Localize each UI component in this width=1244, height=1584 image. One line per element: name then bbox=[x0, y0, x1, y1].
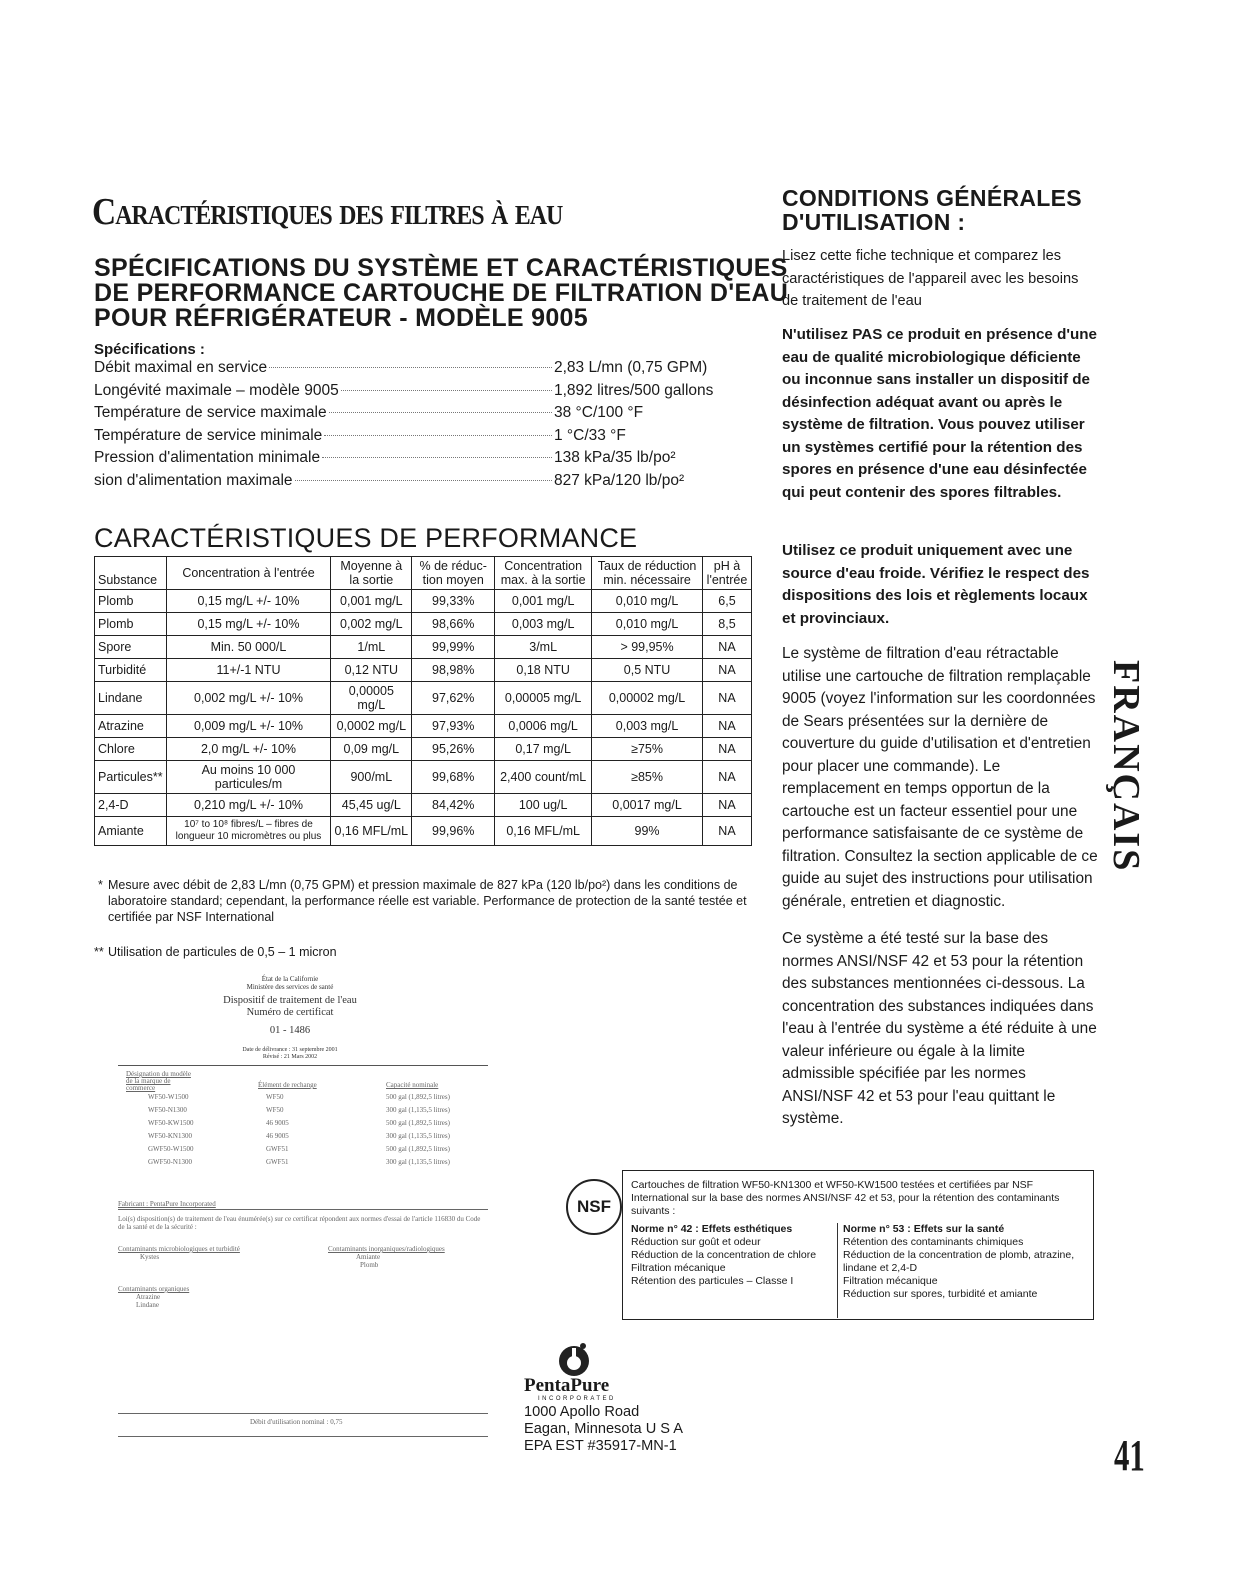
cert-flow-rate: Débit d'utilisation nominal : 0,75 bbox=[250, 1418, 343, 1426]
cert-item: Plomb bbox=[360, 1261, 379, 1269]
table-cell: 99% bbox=[592, 817, 703, 846]
table-cell: 8,5 bbox=[702, 613, 751, 636]
cert-model-cell: GWF51 bbox=[266, 1158, 289, 1166]
pentapure-logo-icon bbox=[554, 1340, 594, 1380]
table-cell: 0,001 mg/L bbox=[495, 590, 592, 613]
table-cell: Min. 50 000/L bbox=[166, 636, 331, 659]
cert-model-cell: 500 gal (1,892,5 litres) bbox=[386, 1119, 450, 1127]
cert-model-cell: 500 gal (1,892,5 litres) bbox=[386, 1093, 450, 1101]
spec-label: Température de service minimale bbox=[94, 426, 323, 444]
cert-item: Lindane bbox=[136, 1301, 159, 1309]
spec-label: sion d'alimentation maximale bbox=[94, 471, 293, 489]
pentapure-address bbox=[524, 1404, 683, 1455]
cert-model-row bbox=[118, 1119, 488, 1132]
table-cell: 10⁷ to 10⁸ fibres/L – fibres de longueur 10 micromètres ou plus bbox=[166, 817, 331, 846]
table-cell: ≥75% bbox=[592, 738, 703, 761]
table-cell: 100 ug/L bbox=[495, 794, 592, 817]
nsf-item: Réduction de la concentration de chlore bbox=[631, 1249, 817, 1261]
performance-table bbox=[94, 556, 752, 846]
nsf-item: Filtration mécanique bbox=[631, 1262, 726, 1274]
divider bbox=[118, 1065, 488, 1066]
spec-row bbox=[94, 359, 714, 382]
table-cell: NA bbox=[702, 636, 751, 659]
cert-heading: Contaminants organiques bbox=[118, 1285, 190, 1293]
divider bbox=[118, 1209, 488, 1210]
table-cell: 97,93% bbox=[412, 715, 495, 738]
pentapure-sub: INCORPORATED bbox=[538, 1396, 616, 1402]
cert-item: Atrazine bbox=[136, 1293, 161, 1301]
table-cell: Lindane bbox=[95, 682, 167, 715]
nsf-item: Rétention des contaminants chimiques bbox=[843, 1236, 1024, 1248]
table-cell: 0,12 NTU bbox=[331, 659, 412, 682]
table-cell: 0,09 mg/L bbox=[331, 738, 412, 761]
spec-value: 138 kPa/35 lb/po² bbox=[554, 449, 676, 466]
table-cell: Chlore bbox=[95, 738, 167, 761]
spec-label: Débit maximal en service bbox=[94, 359, 268, 376]
table-cell: 0,15 mg/L +/- 10% bbox=[166, 590, 331, 613]
table-cell: 45,45 ug/L bbox=[331, 794, 412, 817]
table-cell: 97,62% bbox=[412, 682, 495, 715]
subtitle-line: DE PERFORMANCE CARTOUCHE DE FILTRATION D'EAU bbox=[94, 279, 789, 307]
table-cell: NA bbox=[702, 659, 751, 682]
warning-text: N'utilisez PAS ce produit en présence d'une eau de qualité microbiologique déficiente ou inconnue sans installer un dispositif de désinfection adéquat avant ou après le système de filtration. Vous pouvez utiliser un systèmes certifié pour la rétention des spores en présence d'une eau désinfectée qui peut contenir des spores filtrables. bbox=[782, 326, 1097, 501]
spec-row bbox=[94, 449, 714, 472]
cert-model-row bbox=[118, 1132, 488, 1145]
spec-value: 827 kPa/120 lb/po² bbox=[554, 471, 685, 489]
conditions-heading bbox=[782, 186, 1082, 234]
cert-model-cell: 300 gal (1,135,5 litres) bbox=[386, 1132, 450, 1140]
address-line: 1000 Apollo Road bbox=[524, 1404, 640, 1420]
cert-manufacturer: Fabricant : PentaPure Incorporated bbox=[118, 1200, 216, 1208]
performance-title: CARACTÉRISTIQUES DE PERFORMANCE bbox=[94, 523, 638, 553]
table-cell: ≥85% bbox=[592, 761, 703, 794]
table-row bbox=[95, 659, 752, 682]
table-row bbox=[95, 761, 752, 794]
cert-model-cell: WF50-N1300 bbox=[148, 1106, 187, 1114]
table-cell: > 99,95% bbox=[592, 636, 703, 659]
nsf-item: Filtration mécanique bbox=[843, 1275, 938, 1287]
spec-value: 1 °C/33 °F bbox=[554, 426, 626, 444]
cert-col-header: Désignation du modèle de la marque de commerce bbox=[126, 1070, 191, 1092]
filtration-paragraph: Le système de filtration d'eau rétractable utilise une cartouche de filtration remplaçable 9005 (voyez l'information sur les coordonnées de Sears présentées sur la dernière de couverture du guide d'utilisation et d'entretien pour placer une commande). Le remplacement en temps opportun de la cartouche est un facteur essentiel pour une performance satisfaisante de ce système de filtration. Consultez la section applicable de ce guide au sujet des instructions pour utilisation générale, entretien et diagnostic. bbox=[782, 645, 1098, 910]
nsf-certification-box bbox=[622, 1170, 1094, 1320]
spec-value: 1,892 litres/500 gallons bbox=[554, 381, 714, 399]
table-row bbox=[95, 682, 752, 715]
table-cell: 1/mL bbox=[331, 636, 412, 659]
table-cell: 0,0017 mg/L bbox=[592, 794, 703, 817]
table-cell: 0,010 mg/L bbox=[592, 590, 703, 613]
cert-model-cell: WF50 bbox=[266, 1106, 284, 1114]
table-row bbox=[95, 613, 752, 636]
table-cell: 99,96% bbox=[412, 817, 495, 846]
spec-row bbox=[94, 404, 714, 427]
spec-row bbox=[94, 472, 714, 495]
nsf-item: Réduction de la concentration de plomb, atrazine, lindane et 2,4-D bbox=[843, 1249, 1075, 1274]
table-cell: 0,00002 mg/L bbox=[592, 682, 703, 715]
cert-heading: Contaminants microbiologiques et turbidité bbox=[118, 1245, 240, 1253]
table-cell: 2,0 mg/L +/- 10% bbox=[166, 738, 331, 761]
table-cell: 0,0002 mg/L bbox=[331, 715, 412, 738]
cert-model-cell: 46 9005 bbox=[266, 1132, 289, 1140]
nsf-col-42 bbox=[631, 1223, 841, 1288]
table-cell: Plomb bbox=[95, 613, 167, 636]
heading-line: CONDITIONS GÉNÉRALES bbox=[782, 185, 1082, 211]
table-cell: Plomb bbox=[95, 590, 167, 613]
cert-col-header: Capacité nominale bbox=[386, 1081, 439, 1089]
cert-line: Ministère des services de santé bbox=[246, 983, 334, 991]
table-cell: 0,210 mg/L +/- 10% bbox=[166, 794, 331, 817]
table-cell: 2,4-D bbox=[95, 794, 167, 817]
specs-heading: Spécifications : bbox=[94, 341, 205, 358]
column-header: pH à l'entrée bbox=[702, 557, 751, 590]
table-cell: NA bbox=[702, 682, 751, 715]
table-cell: 99,33% bbox=[412, 590, 495, 613]
table-cell: 99,99% bbox=[412, 636, 495, 659]
table-cell: Spore bbox=[95, 636, 167, 659]
table-cell: 0,0006 mg/L bbox=[495, 715, 592, 738]
table-row bbox=[95, 590, 752, 613]
cert-model-cell: WF50-KN1300 bbox=[148, 1132, 192, 1140]
table-cell: 900/mL bbox=[331, 761, 412, 794]
column-header: Concentration max. à la sortie bbox=[495, 557, 592, 590]
cert-line: État de la Californie bbox=[261, 975, 319, 983]
cert-model-cell: GWF50-W1500 bbox=[148, 1145, 194, 1153]
address-line: Eagan, Minnesota U S A bbox=[524, 1421, 684, 1437]
cert-model-row bbox=[118, 1093, 488, 1106]
cert-line: Dispositif de traitement de l'eau bbox=[223, 995, 357, 1006]
table-cell: 0,17 mg/L bbox=[495, 738, 592, 761]
cert-inorganic bbox=[328, 1245, 498, 1269]
cert-model-cell: GWF51 bbox=[266, 1145, 289, 1153]
table-cell: 84,42% bbox=[412, 794, 495, 817]
cert-item: Kystes bbox=[140, 1253, 160, 1261]
spec-label: Longévité maximale – modèle 9005 bbox=[94, 381, 339, 399]
table-cell: NA bbox=[702, 761, 751, 794]
cert-line: Numéro de certificat bbox=[246, 1007, 334, 1018]
table-cell: 0,003 mg/L bbox=[495, 613, 592, 636]
cert-micro bbox=[118, 1245, 298, 1261]
table-row bbox=[95, 715, 752, 738]
footnote-double-star: ** Utilisation de particules de 0,5 – 1 micron bbox=[94, 945, 337, 959]
cert-model-cell: GWF50-N1300 bbox=[148, 1158, 192, 1166]
table-cell: 95,26% bbox=[412, 738, 495, 761]
cert-col-header: Élément de rechange bbox=[258, 1081, 317, 1089]
table-cell: Particules** bbox=[95, 761, 167, 794]
divider bbox=[118, 1436, 488, 1437]
column-header: Taux de réduction min. nécessaire bbox=[592, 557, 703, 590]
specs-list bbox=[94, 359, 714, 494]
divider bbox=[118, 1413, 488, 1414]
cert-model-cell: 46 9005 bbox=[266, 1119, 289, 1127]
table-cell: 98,98% bbox=[412, 659, 495, 682]
page-number: 41 bbox=[1114, 1431, 1145, 1480]
table-cell: 0,010 mg/L bbox=[592, 613, 703, 636]
column-header: % de réduc-tion moyen bbox=[412, 557, 495, 590]
table-cell: NA bbox=[702, 715, 751, 738]
spec-value: 2,83 L/mn (0,75 GPM) bbox=[554, 359, 708, 376]
table-cell: 0,15 mg/L +/- 10% bbox=[166, 613, 331, 636]
column-header: Substance bbox=[95, 557, 167, 590]
table-cell: 0,009 mg/L +/- 10% bbox=[166, 715, 331, 738]
table-header-row bbox=[95, 557, 752, 590]
nsf-col-53 bbox=[843, 1223, 1083, 1301]
cert-law-text: Loi(s) disposition(s) de traitement de l'eau énumérée(s) sur ce certificat répondent aux normes d'essai de l'article 116830 du Code de la santé et de la sécurité : bbox=[118, 1215, 481, 1231]
table-cell: NA bbox=[702, 738, 751, 761]
table-cell: Turbidité bbox=[95, 659, 167, 682]
nsf-col-title: Norme n° 42 : Effets esthétiques bbox=[631, 1223, 793, 1235]
column-header: Concentration à l'entrée bbox=[166, 557, 331, 590]
table-cell: 0,002 mg/L +/- 10% bbox=[166, 682, 331, 715]
cert-date: Révisé : 21 Mars 2002 bbox=[262, 1054, 318, 1060]
language-tab: FRANÇAIS bbox=[1105, 660, 1147, 873]
table-cell: 98,66% bbox=[412, 613, 495, 636]
cert-model-row bbox=[118, 1106, 488, 1119]
subtitle-line: POUR RÉFRIGÉRATEUR - MODÈLE 9005 bbox=[94, 304, 588, 332]
cert-number: 01 - 1486 bbox=[269, 1025, 311, 1036]
nsf-col-title: Norme n° 53 : Effets sur la santé bbox=[843, 1223, 1005, 1235]
table-cell: Atrazine bbox=[95, 715, 167, 738]
table-row bbox=[95, 636, 752, 659]
nsf-item: Rétention des particules – Classe I bbox=[631, 1275, 794, 1287]
spec-value: 38 °C/100 °F bbox=[554, 404, 644, 421]
table-cell: 0,002 mg/L bbox=[331, 613, 412, 636]
spec-label: Pression d'alimentation minimale bbox=[94, 449, 321, 466]
subtitle-line: SPÉCIFICATIONS DU SYSTÈME ET CARACTÉRISTIQUES bbox=[94, 254, 788, 282]
divider bbox=[837, 1223, 838, 1318]
section-subtitle bbox=[94, 256, 788, 331]
spec-row bbox=[94, 427, 714, 450]
table-cell: 0,003 mg/L bbox=[592, 715, 703, 738]
table-cell: 0,16 MFL/mL bbox=[331, 817, 412, 846]
cert-date: Date de délivrance : 31 septembre 2001 bbox=[242, 1047, 338, 1053]
cert-model-cell: 500 gal (1,892,5 litres) bbox=[386, 1145, 450, 1153]
cert-model-cell: 300 gal (1,135,5 litres) bbox=[386, 1106, 450, 1114]
footnote-star: * Mesure avec débit de 2,83 L/mn (0,75 GPM) et pression maximale de 827 kPa (120 lb/po²) dans les conditions de laboratoire standard; cependant, la performance réelle est variable. Performance de protection de la santé testée et certifiée par NSF International bbox=[98, 878, 747, 924]
table-cell: 0,16 MFL/mL bbox=[495, 817, 592, 846]
page-title: Caractéristiques des filtres à eau bbox=[92, 191, 563, 233]
cert-heading: Contaminants inorganiques/radiologiques bbox=[328, 1245, 445, 1253]
table-cell: 3/mL bbox=[495, 636, 592, 659]
table-row bbox=[95, 738, 752, 761]
testing-paragraph: Ce système a été testé sur la base des normes ANSI/NSF 42 et 53 pour la rétention des substances mentionnées ci-dessous. La concentration des substances indiquées dans l'eau à l'entrée du système a été réduite à une valeur inférieure ou égale à la limite admissible spécifiée par les normes ANSI/NSF 42 et 53 pour l'eau quittant le système. bbox=[782, 930, 1097, 1127]
table-row bbox=[95, 817, 752, 846]
table-row bbox=[95, 794, 752, 817]
cert-model-row bbox=[118, 1158, 488, 1171]
table-cell: 0,00005 mg/L bbox=[331, 682, 412, 715]
table-cell: 0,5 NTU bbox=[592, 659, 703, 682]
address-line: EPA EST #35917-MN-1 bbox=[524, 1438, 677, 1454]
nsf-item: Réduction sur spores, turbidité et amiante bbox=[843, 1288, 1038, 1300]
nsf-item: Réduction sur goût et odeur bbox=[631, 1236, 761, 1248]
cert-model-cell: WF50-W1500 bbox=[148, 1093, 189, 1101]
cert-item: Amiante bbox=[356, 1253, 381, 1261]
certificate-models bbox=[118, 1069, 488, 1209]
table-cell: 99,68% bbox=[412, 761, 495, 794]
footnote-text: Utilisation de particules de 0,5 – 1 micron bbox=[108, 945, 337, 959]
certificate-header bbox=[190, 975, 390, 1061]
heading-line: D'UTILISATION : bbox=[782, 209, 966, 235]
table-cell: 0,18 NTU bbox=[495, 659, 592, 682]
intro-text: Lisez cette fiche technique et comparez les caractéristiques de l'appareil avec les besoins de traitement de l'eau bbox=[782, 248, 1079, 309]
table-cell: 0,001 mg/L bbox=[331, 590, 412, 613]
cert-model-row bbox=[118, 1145, 488, 1158]
table-cell: 11+/-1 NTU bbox=[166, 659, 331, 682]
footnote-text: Mesure avec débit de 2,83 L/mn (0,75 GPM) et pression maximale de 827 kPa (120 lb/po²) dans les conditions de laboratoire standard; cependant, la performance réelle est variable. Performance de protection de la santé testée et certifiée par NSF International bbox=[108, 878, 747, 924]
cold-water-notice: Utilisez ce produit uniquement avec une source d'eau froide. Vérifiez le respect des dispositions des lois et règlements locaux et provinciaux. bbox=[782, 542, 1090, 627]
table-cell: 6,5 bbox=[702, 590, 751, 613]
pentapure-name: PentaPure bbox=[524, 1375, 610, 1396]
table-cell: NA bbox=[702, 817, 751, 846]
table-cell: 2,400 count/mL bbox=[495, 761, 592, 794]
cert-organic bbox=[118, 1285, 298, 1309]
spec-label: Température de service maximale bbox=[94, 404, 327, 421]
cert-model-cell: WF50 bbox=[266, 1093, 284, 1101]
nsf-intro: Cartouches de filtration WF50-KN1300 et WF50-KW1500 testées et certifiées par NSF International sur la base des normes ANSI/NSF 42 et 53, pour la rétention des contaminants suivants : bbox=[631, 1179, 1060, 1217]
cert-model-cell: WF50-KW1500 bbox=[148, 1119, 194, 1127]
column-header: Moyenne à la sortie bbox=[331, 557, 412, 590]
cert-model-cell: 300 gal (1,135,5 litres) bbox=[386, 1158, 450, 1166]
table-cell: Au moins 10 000 particules/m bbox=[166, 761, 331, 794]
table-cell: NA bbox=[702, 794, 751, 817]
spec-row bbox=[94, 382, 714, 405]
nsf-logo-icon: NSF bbox=[566, 1179, 622, 1235]
table-cell: 0,00005 mg/L bbox=[495, 682, 592, 715]
table-cell: Amiante bbox=[95, 817, 167, 846]
